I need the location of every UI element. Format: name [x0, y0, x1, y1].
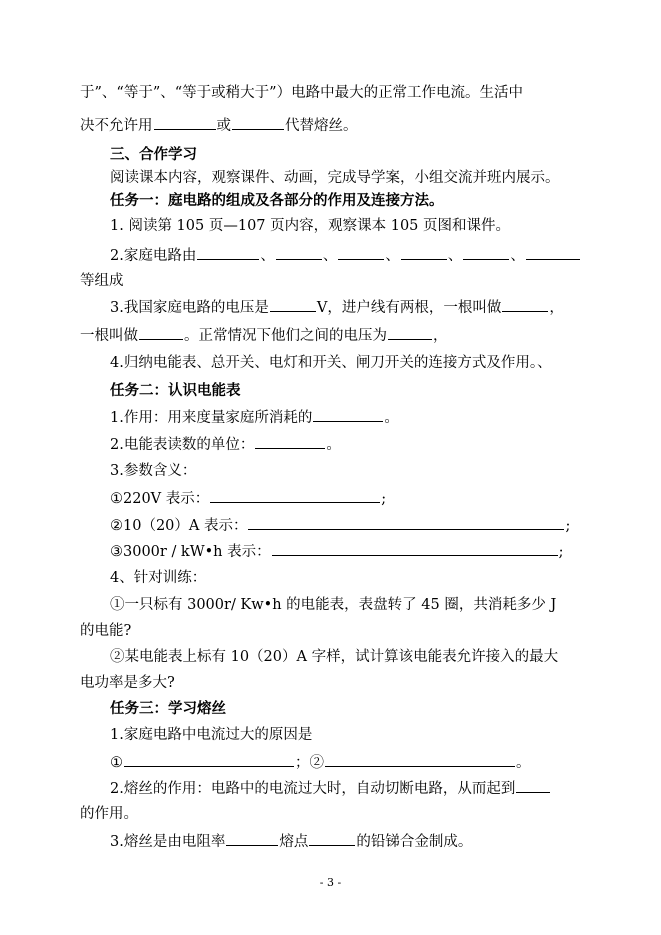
text-line: 3.熔丝是由电阻率 熔点 的铅锑合金制成。	[110, 831, 472, 852]
section-heading: 三、合作学习	[110, 146, 197, 163]
text-line: ③3000r / kW•h 表示： ;	[110, 541, 564, 562]
text-line: 3.参数含义：	[110, 463, 197, 479]
fill-blank[interactable]	[276, 245, 322, 260]
fill-blank[interactable]	[313, 407, 383, 422]
fill-blank[interactable]	[270, 297, 316, 312]
fill-blank[interactable]	[526, 245, 580, 260]
page-number: - 3 -	[319, 876, 342, 889]
fill-blank[interactable]	[309, 831, 355, 846]
fill-blank[interactable]	[124, 752, 294, 767]
text-line: 的电能?	[80, 623, 132, 639]
text-line: 2.电能表读数的单位： 。	[110, 434, 341, 455]
text-line: 一根叫做 。正常情况下他们之间的电压为 ，	[80, 325, 448, 346]
text-line: 电功率是多大?	[80, 675, 175, 691]
fill-blank[interactable]	[401, 245, 447, 260]
text-line: 1.作用：用来度量家庭所消耗的 。	[110, 407, 399, 428]
fill-blank[interactable]	[388, 325, 432, 340]
text-line: ②某电能表上标有 10（20）A 字样，试计算该电能表允许接入的最大	[110, 649, 559, 665]
fill-blank[interactable]	[226, 831, 278, 846]
fill-blank[interactable]	[272, 541, 558, 556]
text-line: 4.归纳电能表、总开关、电灯和开关、闸刀开关的连接方式及作用。、	[110, 355, 552, 371]
fill-blank[interactable]	[197, 245, 259, 260]
fill-blank[interactable]	[248, 515, 564, 530]
text-line: ① ；② 。	[110, 752, 531, 773]
fill-blank[interactable]	[154, 115, 216, 130]
text-line: 1.家庭电路中电流过大的原因是	[110, 727, 313, 743]
text-line: 4、针对训练：	[110, 570, 207, 586]
fill-blank[interactable]	[338, 245, 384, 260]
text-line: ①一只标有 3000r/ Kw•h 的电能表，表盘转了 45 圈，共消耗多少 J	[110, 597, 557, 613]
fill-blank[interactable]	[502, 297, 548, 312]
text-line: 3.我国家庭电路的电压是 V，进户线有两根，一根叫做 ，	[110, 297, 564, 318]
fill-blank[interactable]	[255, 434, 325, 449]
text-line: 2.家庭电路由 、 、 、 、 、	[110, 245, 581, 266]
fill-blank[interactable]	[210, 488, 380, 503]
text-line: 1. 阅读第 105 页—107 页内容，观察课本 105 页图和课件。	[110, 218, 511, 234]
fill-blank[interactable]	[463, 245, 509, 260]
task-heading: 任务三：学习熔丝	[110, 700, 226, 717]
task-heading: 任务一：庭电路的组成及各部分的作用及连接方法。	[110, 192, 444, 209]
text-line: 阅读课本内容，观察课件、动画，完成导学案，小组交流并班内展示。	[110, 170, 560, 186]
fill-blank[interactable]	[325, 752, 515, 767]
text-line: 于”、“等于”、“等于或稍大于”）电路中最大的正常工作电流。生活中	[80, 85, 524, 101]
text-line: ①220V 表示： ;	[110, 488, 386, 509]
text-line: 2.熔丝的作用：电路中的电流过大时，自动切断电路，从而起到	[110, 778, 551, 799]
text-line: 的作用。	[80, 806, 138, 822]
text-line: 等组成	[80, 273, 124, 289]
fill-blank[interactable]	[232, 115, 284, 130]
text-line: ②10（20）A 表示： ;	[110, 515, 570, 536]
fill-blank[interactable]	[516, 778, 550, 793]
fill-blank[interactable]	[139, 325, 183, 340]
task-heading: 任务二：认识电能表	[110, 382, 241, 399]
text-line: 决不允许用 或 代替熔丝。	[80, 115, 358, 136]
